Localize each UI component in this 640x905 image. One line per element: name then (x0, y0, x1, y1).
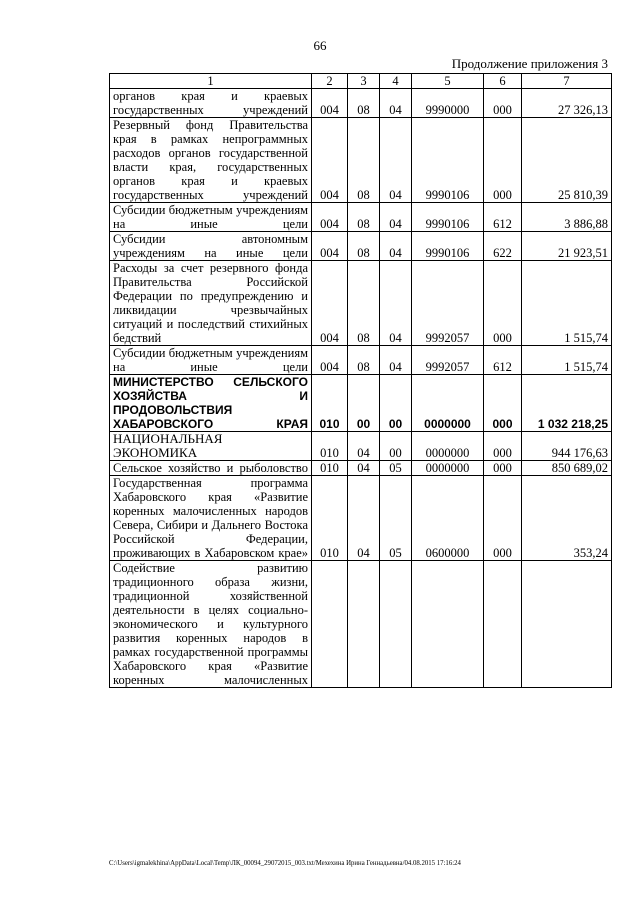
table-row (110, 261, 612, 346)
row-c4: 04 (380, 261, 412, 346)
column-header-3: 3 (348, 74, 380, 89)
row-name: Сельское хозяйство и рыболовство (110, 461, 312, 476)
column-header-5: 5 (412, 74, 484, 89)
row-c4: 04 (380, 89, 412, 118)
row-c5: 0000000 (412, 432, 484, 461)
row-c3: 08 (348, 232, 380, 261)
row-c2: 010 (312, 461, 348, 476)
row-c3: 08 (348, 118, 380, 203)
row-c6 (484, 561, 522, 688)
row-c3: 00 (348, 375, 380, 432)
table-row (110, 476, 612, 561)
row-c6: 000 (484, 476, 522, 561)
row-c3: 08 (348, 89, 380, 118)
row-c7: 1 515,74 (522, 346, 612, 375)
row-c4: 04 (380, 232, 412, 261)
row-c6: 612 (484, 203, 522, 232)
row-name: органов края и краевых государственных учреждений (110, 89, 312, 118)
row-c6: 000 (484, 375, 522, 432)
row-c7: 1 032 218,25 (522, 375, 612, 432)
file-path-footer: C:\Users\igmalekhina\AppData\Local\Temp\ЛК_00094_29072015_003.txt/Мехехина Ирина Геннадьевна/04.08.2015 17:16:24 (109, 860, 461, 867)
row-c7: 1 515,74 (522, 261, 612, 346)
row-c4: 05 (380, 461, 412, 476)
table-row (110, 346, 612, 375)
row-c2: 004 (312, 261, 348, 346)
row-c2: 010 (312, 375, 348, 432)
column-header-7: 7 (522, 74, 612, 89)
row-c4: 00 (380, 432, 412, 461)
row-c2: 004 (312, 89, 348, 118)
row-c4: 04 (380, 118, 412, 203)
table-row (110, 89, 612, 118)
row-name: Расходы за счет резервного фонда Правительства Российской Федерации по предупреждению и ликвидации чрезвычайных ситуаций и последствий стихийных бедствий (110, 261, 312, 346)
row-name: Субсидии бюджетным учреждениям на иные цели (110, 203, 312, 232)
row-c5: 9992057 (412, 261, 484, 346)
page-number: 66 (313, 38, 327, 53)
row-c2: 010 (312, 476, 348, 561)
row-c5: 9990106 (412, 232, 484, 261)
row-name: Государственная программа Хабаровского края «Развитие коренных малочисленных народов Севера, Сибири и Дальнего Востока Российской Федерации, проживающих в Хабаровском крае» (110, 476, 312, 561)
table-row (110, 461, 612, 476)
row-c3 (348, 561, 380, 688)
row-name: МИНИСТЕРСТВО СЕЛЬСКОГО ХОЗЯЙСТВА И ПРОДОВОЛЬСТВИЯ ХАБАРОВСКОГО КРАЯ (110, 375, 312, 432)
row-c5: 9990106 (412, 118, 484, 203)
row-c2 (312, 561, 348, 688)
row-c4 (380, 561, 412, 688)
row-c7: 27 326,13 (522, 89, 612, 118)
row-c7: 944 176,63 (522, 432, 612, 461)
row-c3: 08 (348, 261, 380, 346)
row-c3: 08 (348, 346, 380, 375)
row-c5: 9990106 (412, 203, 484, 232)
row-c2: 004 (312, 232, 348, 261)
row-c5 (412, 561, 484, 688)
row-c3: 04 (348, 461, 380, 476)
table-header-row (110, 74, 612, 89)
row-c3: 08 (348, 203, 380, 232)
row-c4: 05 (380, 476, 412, 561)
column-header-4: 4 (380, 74, 412, 89)
row-c7: 25 810,39 (522, 118, 612, 203)
row-c2: 004 (312, 346, 348, 375)
row-c4: 04 (380, 346, 412, 375)
row-c4: 04 (380, 203, 412, 232)
continuation-caption: Продолжение приложения 3 (451, 56, 608, 71)
row-c7: 3 886,88 (522, 203, 612, 232)
row-c2: 004 (312, 203, 348, 232)
row-c6: 622 (484, 232, 522, 261)
column-header-6: 6 (484, 74, 522, 89)
row-c5: 0000000 (412, 375, 484, 432)
row-c5: 9992057 (412, 346, 484, 375)
row-c7 (522, 561, 612, 688)
column-header-1: 1 (110, 74, 312, 89)
row-c6: 612 (484, 346, 522, 375)
row-c7: 850 689,02 (522, 461, 612, 476)
table-row-ministry (110, 375, 612, 432)
row-c2: 004 (312, 118, 348, 203)
column-header-2: 2 (312, 74, 348, 89)
budget-table (109, 73, 612, 688)
row-name: Содействие развитию традиционного образа жизни, традиционной хозяйственной деятельности в целях социально-экономического и культурного развития коренных народов в рамках государственной программы Хабаровского края «Развитие коренных малочисленных (110, 561, 312, 688)
row-c6: 000 (484, 118, 522, 203)
row-c7: 353,24 (522, 476, 612, 561)
row-name: Субсидии автономным учреждениям на иные цели (110, 232, 312, 261)
table-row (110, 203, 612, 232)
row-name: Субсидии бюджетным учреждениям на иные цели (110, 346, 312, 375)
row-c3: 04 (348, 476, 380, 561)
table-row (110, 432, 612, 461)
row-c5: 9990000 (412, 89, 484, 118)
row-name: НАЦИОНАЛЬНАЯ ЭКОНОМИКА (110, 432, 312, 461)
table-row (110, 118, 612, 203)
row-name: Резервный фонд Правительства края в рамках непрограммных расходов органов государственной власти края, государственных органов края и краевых государственных учреждений (110, 118, 312, 203)
row-c5: 0600000 (412, 476, 484, 561)
table-row (110, 232, 612, 261)
row-c4: 00 (380, 375, 412, 432)
row-c6: 000 (484, 89, 522, 118)
row-c2: 010 (312, 432, 348, 461)
row-c5: 0000000 (412, 461, 484, 476)
row-c6: 000 (484, 261, 522, 346)
row-c7: 21 923,51 (522, 232, 612, 261)
table-row (110, 561, 612, 688)
row-c3: 04 (348, 432, 380, 461)
row-c6: 000 (484, 461, 522, 476)
row-c6: 000 (484, 432, 522, 461)
